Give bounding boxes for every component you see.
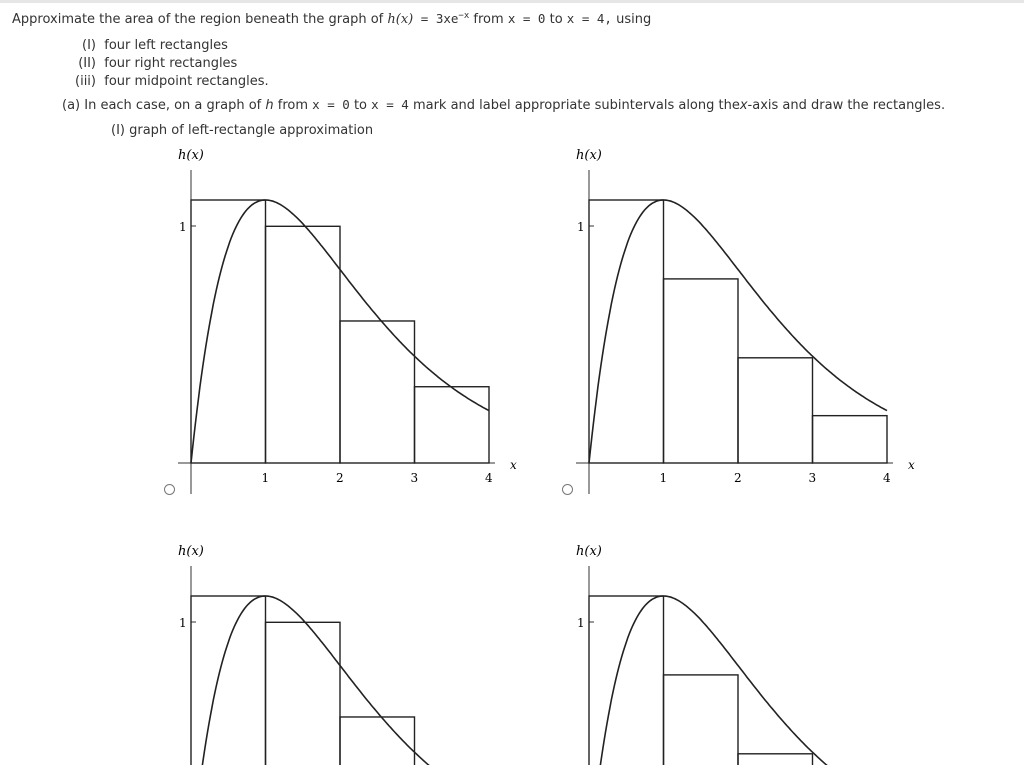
y-axis-label: h(x) xyxy=(178,544,204,559)
function-lhs: h(x) xyxy=(387,12,414,28)
approximation-rectangle xyxy=(415,387,490,463)
function-exponent: −x xyxy=(458,11,470,21)
part-item xyxy=(62,73,269,91)
x-tick-label: 4 xyxy=(883,471,891,485)
x-start: x = 0 xyxy=(507,11,546,27)
part-a-h: h xyxy=(265,98,274,113)
part-number: (I) xyxy=(82,38,96,53)
approximation-rectangle xyxy=(738,754,813,765)
top-border xyxy=(0,0,1024,3)
x-axis-label: x xyxy=(908,458,915,472)
parts-list xyxy=(62,37,269,91)
rectangles xyxy=(589,200,887,463)
approximation-rectangle xyxy=(813,416,888,463)
part-number: (iii) xyxy=(75,74,96,89)
part-a-to: to xyxy=(353,98,368,113)
approximation-rectangle xyxy=(266,622,341,765)
part-a-x1: x = 4 xyxy=(371,97,409,112)
part-text: four midpoint rectangles. xyxy=(104,74,269,89)
question-text xyxy=(12,11,651,27)
y-tick-label: 1 xyxy=(179,220,187,234)
part-a-x0: x = 0 xyxy=(312,97,350,112)
subheading: (I) graph of left-rectangle approximation xyxy=(111,123,374,138)
y-tick-label: 1 xyxy=(179,616,187,630)
graph-option-4 xyxy=(558,536,938,765)
approximation-rectangle xyxy=(738,358,813,463)
part-a-prefix: (a) In each case, on a graph of xyxy=(62,98,262,113)
part-text: four left rectangles xyxy=(104,38,228,53)
y-axis-label: h(x) xyxy=(576,148,602,163)
x-axis-label: x xyxy=(510,458,517,472)
approximation-rectangle xyxy=(664,279,739,463)
part-a-suffix: -axis and draw the rectangles. xyxy=(747,98,946,113)
x-tick-label: 2 xyxy=(734,471,742,485)
question-intro: Approximate the area of the region beneath the graph of xyxy=(12,12,384,28)
x-tick-labels xyxy=(262,471,494,485)
part-a-xaxis: x xyxy=(739,98,748,113)
y-tick-label: 1 xyxy=(577,220,585,234)
x-tick-label: 2 xyxy=(336,471,344,485)
x-end: x = 4, xyxy=(566,11,612,27)
part-text: four right rectangles xyxy=(104,56,238,71)
function-eq: = xyxy=(420,11,429,27)
part-a-from: from xyxy=(277,98,309,113)
x-tick-label: 4 xyxy=(485,471,493,485)
approximation-rectangle xyxy=(340,321,415,463)
graph-option-1 xyxy=(160,140,540,500)
graph-option-3 xyxy=(160,536,540,765)
radio-option-1[interactable] xyxy=(164,484,175,495)
x-tick-labels xyxy=(660,471,892,485)
rectangles xyxy=(589,596,887,765)
y-tick-label: 1 xyxy=(577,616,585,630)
to-word: to xyxy=(549,12,563,28)
part-item xyxy=(62,55,269,73)
approximation-rectangle xyxy=(266,226,341,463)
graph-option-2 xyxy=(558,140,938,500)
approximation-rectangle xyxy=(589,596,664,765)
radio-option-2[interactable] xyxy=(562,484,573,495)
x-tick-label: 3 xyxy=(410,471,419,485)
part-item xyxy=(62,37,269,55)
y-axis-label: h(x) xyxy=(178,148,204,163)
rectangles xyxy=(191,596,489,765)
from-word: from xyxy=(473,12,504,28)
approximation-rectangle xyxy=(191,200,266,463)
x-tick-label: 1 xyxy=(659,471,668,485)
part-a-instruction xyxy=(62,97,945,113)
function-expression xyxy=(387,11,469,26)
using-word: using xyxy=(616,12,652,28)
y-axis-label: h(x) xyxy=(576,544,602,559)
function-rhs: 3xe xyxy=(435,11,459,27)
part-a-middle: mark and label appropriate subintervals along the xyxy=(412,98,740,113)
part-number: (II) xyxy=(78,56,96,71)
x-tick-label: 3 xyxy=(808,471,817,485)
approximation-rectangle xyxy=(191,596,266,765)
approximation-rectangle xyxy=(664,675,739,765)
approximation-rectangle xyxy=(589,200,664,463)
rectangles xyxy=(191,200,489,463)
x-tick-label: 1 xyxy=(261,471,270,485)
